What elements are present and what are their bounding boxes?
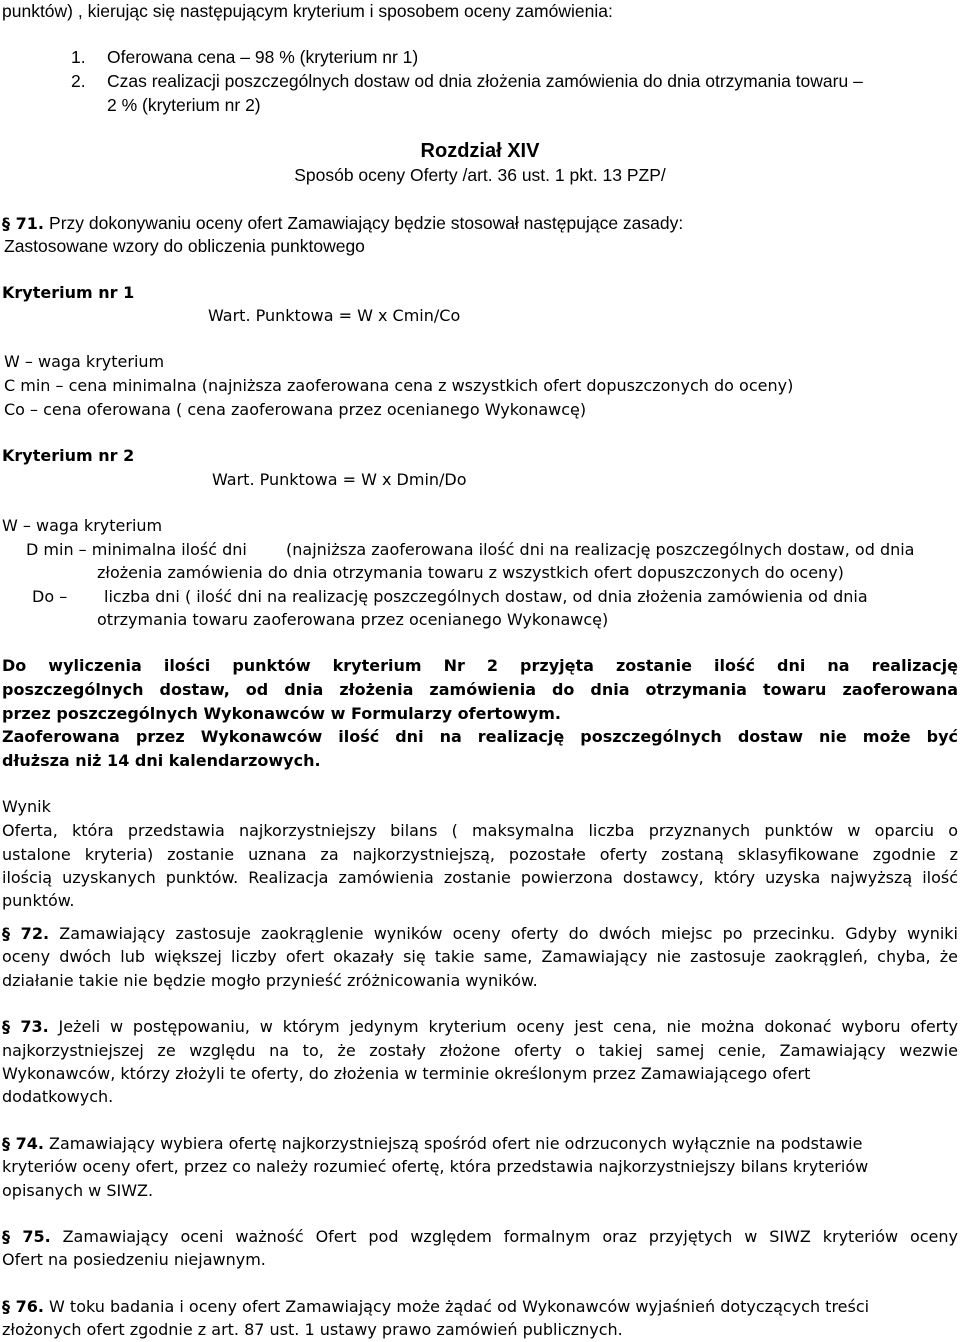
criterion-2-def-dmin: (najniższa zaoferowana ilość dni na realizację poszczególnych dostaw, od dnia (286, 540, 915, 559)
criterion-1-def-co: Co – cena oferowana ( cena zaoferowana przez ocenianego Wykonawcę) (4, 400, 587, 419)
section-75-line-1 (2, 1227, 958, 1247)
section-71 (2, 213, 683, 234)
section-74-line-3: opisanych w SIWZ. (2, 1181, 154, 1200)
bold-note-line-4: Zaoferowana przez Wykonawców ilość dni na realizację poszczególnych dostaw nie może być (2, 727, 958, 746)
chapter-title: Rozdział XIV (420, 140, 540, 162)
section-72-line-1 (2, 924, 958, 944)
section-76-number: § 76. (2, 1297, 44, 1316)
criterion-1-formula: Wart. Punktowa = W x Cmin/Co (208, 306, 461, 325)
section-72-line-2: oceny dwóch lub większej liczby ofert okazały się takie same, Zamawiający nie zastosuje zaokrągleń, chyba, że (2, 947, 958, 966)
chapter-subtitle: Sposób oceny Oferty /art. 36 ust. 1 pkt. 13 PZP/ (294, 165, 666, 185)
section-76-line-2: złożonych ofert zgodnie z art. 87 ust. 1 ustawy prawo zamówień publicznych. (2, 1320, 623, 1339)
criteria-item-2: Czas realizacji poszczególnych dostaw od dnia złożenia zamówienia do dnia otrzymania towaru – (107, 71, 863, 91)
criterion-2-def-do-cont: otrzymania towaru zaoferowana przez ocenianego Wykonawcę) (97, 610, 609, 629)
section-74-text: Zamawiający wybiera ofertę najkorzystniejszą spośród ofert nie odrzuconych wyłącznie na podstawie (49, 1134, 863, 1153)
criterion-1-label: Kryterium nr 1 (2, 283, 135, 302)
section-75-line-2: Ofert na posiedzeniu niejawnym. (2, 1250, 266, 1269)
section-74-line-1 (2, 1134, 862, 1154)
section-71-number: § 71. (2, 214, 44, 233)
section-73-line-4: dodatkowych. (2, 1087, 114, 1106)
bold-note-line-5: dłuższa niż 14 dni kalendarzowych. (2, 751, 321, 770)
section-73-line-3: Wykonawców, którzy złożyli te oferty, do złożenia w terminie określonym przez Zamawiającego ofert (2, 1064, 811, 1083)
section-73-line-1 (2, 1017, 958, 1037)
criterion-1-def-cmin: C min – cena minimalna (najniższa zaoferowana cena z wszystkich ofert dopuszczonych do oceny) (4, 376, 794, 395)
section-73-number: § 73. (2, 1017, 49, 1036)
criteria-item-1: Oferowana cena – 98 % (kryterium nr 1) (107, 47, 419, 67)
section-73-line-2: najkorzystniejszej ze względu na to, że zostały złożone oferty o takiej samej cenie, Zamawiający wezwie (2, 1041, 958, 1060)
section-71-text: Przy dokonywaniu oceny ofert Zamawiający będzie stosował następujące zasady: (49, 213, 684, 233)
criterion-2-def-do-lead: Do – (32, 587, 68, 606)
result-line-4: punktów. (2, 891, 75, 910)
section-75-number: § 75. (2, 1227, 51, 1246)
section-74-line-2: kryteriów oceny ofert, przez co należy rozumieć ofertę, która przedstawia najkorzystniejszy bilans kryteriów (2, 1157, 869, 1176)
section-76-line-1 (2, 1297, 869, 1317)
result-title: Wynik (2, 797, 51, 816)
section-73-text: Jeżeli w postępowaniu, w którym jedynym kryterium oceny jest cena, nie można dokonać wyboru oferty (58, 1017, 958, 1036)
result-line-1: Oferta, która przedstawia najkorzystniejszy bilans ( maksymalna liczba przyznanych punktów w oparciu o (2, 821, 958, 840)
bold-note-line-2: poszczególnych dostaw, od dnia złożenia zamówienia do dnia otrzymania towaru zaoferowana (2, 680, 958, 699)
intro-line: punktów) , kierując się następującym kryterium i sposobem oceny zamówienia: (2, 1, 613, 21)
criteria-item-2-num: 2. (71, 71, 86, 91)
criterion-2-def-w: W – waga kryterium (2, 516, 163, 535)
result-line-3: ilością uzyskanych punktów. Realizacja zamówienia zostanie powierzona dostawcy, który uzyska najwyższą ilość (2, 868, 958, 887)
criteria-item-1-num: 1. (71, 47, 86, 67)
criteria-item-2-cont: 2 % (kryterium nr 2) (107, 95, 261, 115)
bold-note-line-3: przez poszczególnych Wykonawców w Formularzy ofertowym. (2, 704, 561, 723)
criterion-2-formula: Wart. Punktowa = W x Dmin/Do (212, 470, 467, 489)
criterion-2-label: Kryterium nr 2 (2, 446, 135, 465)
criterion-2-def-do: liczba dni ( ilość dni na realizację poszczególnych dostaw, od dnia złożenia zamówienia od dnia (104, 587, 868, 606)
criterion-1-def-w: W – waga kryterium (4, 352, 165, 371)
section-74-number: § 74. (2, 1134, 44, 1153)
section-72-number: § 72. (2, 924, 50, 943)
criterion-2-def-dmin-lead: D min – minimalna ilość dni (26, 540, 247, 559)
section-75-text: Zamawiający oceni ważność Ofert pod względem formalnym oraz przyjętych w SIWZ kryteriów oceny (62, 1227, 958, 1246)
section-76-text: W toku badania i oceny ofert Zamawiający może żądać od Wykonawców wyjaśnień dotyczących treści (49, 1297, 870, 1316)
bold-note-line-1: Do wyliczenia ilości punktów kryterium Nr 2 przyjęta zostanie ilość dni na realizację (2, 656, 958, 675)
section-72-line-3: działanie takie nie będzie mogło przynieść zróżnicowania wyników. (2, 971, 538, 990)
criterion-2-def-dmin-cont: złożenia zamówienia do dnia otrzymania towaru z wszystkich ofert dopuszczonych do oceny) (97, 563, 844, 582)
section-71-line2: Zastosowane wzory do obliczenia punktowego (4, 236, 365, 256)
section-72-text: Zamawiający zastosuje zaokrąglenie wyników oceny oferty do dwóch miejsc po przecinku. Gdyby wyniki (59, 924, 958, 943)
result-line-2: ustalone kryteria) zostanie uznana za najkorzystniejszą, pozostałe oferty zostaną sklasyfikowane zgodnie z (2, 845, 958, 864)
